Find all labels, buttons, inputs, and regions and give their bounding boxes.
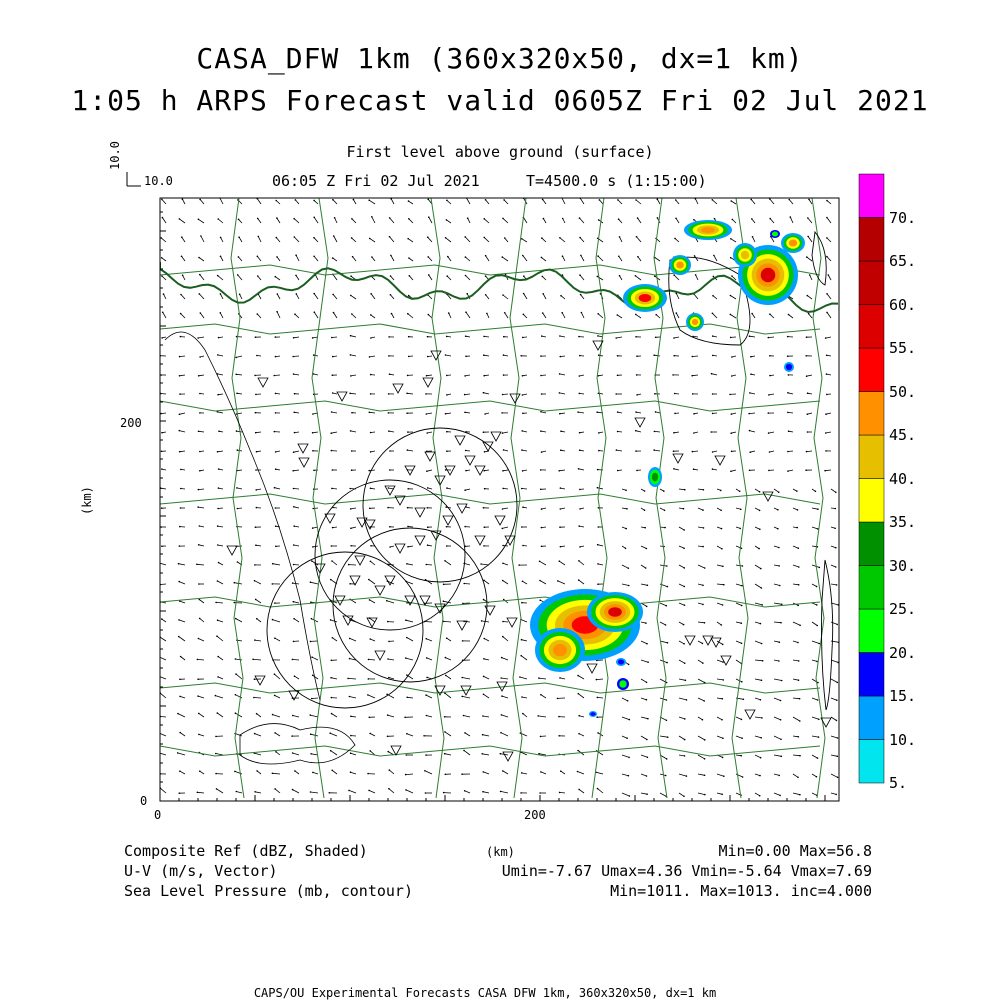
- county-line: [160, 265, 820, 275]
- station-marker: [395, 544, 405, 553]
- county-line: [160, 494, 820, 504]
- county-line: [231, 198, 244, 798]
- colorbar-label: 15.: [889, 687, 917, 705]
- wind-vectors: [158, 197, 840, 797]
- station-marker: [367, 618, 377, 627]
- station-marker: [445, 466, 455, 475]
- vector-scale-vertical: 10.0: [108, 141, 122, 170]
- station-marker: [443, 516, 453, 525]
- colorbar-swatch: [859, 479, 884, 523]
- station-marker: [715, 456, 725, 465]
- colorbar-swatch: [859, 261, 884, 305]
- storm-cell: [781, 233, 805, 253]
- station-marker: [763, 492, 773, 501]
- valid-time: 06:05 Z Fri 02 Jul 2021: [272, 172, 480, 190]
- station-marker: [483, 442, 493, 451]
- vector-scale-horizontal: 10.0: [144, 174, 173, 188]
- county-line: [160, 324, 820, 334]
- county-line: [431, 198, 444, 798]
- station-marker: [385, 486, 395, 495]
- colorbar-swatch: [859, 305, 884, 349]
- colorbar-swatch: [859, 653, 884, 697]
- station-marker: [745, 710, 755, 719]
- storm-cell: [535, 628, 585, 672]
- station-marker: [375, 651, 385, 660]
- radar-range-ring: [267, 552, 423, 708]
- storm-cell: [686, 313, 704, 331]
- station-marker: [457, 621, 467, 630]
- station-marker: [405, 466, 415, 475]
- colorbar-label: 50.: [889, 383, 917, 401]
- y-tick-0: 0: [140, 794, 148, 808]
- station-marker: [258, 378, 268, 387]
- y-tick-200: 200: [120, 416, 142, 430]
- colorbar-label: 30.: [889, 557, 917, 575]
- colorbar-label: 20.: [889, 644, 917, 662]
- station-marker: [227, 546, 237, 555]
- stats-reflectivity: Min=0.00 Max=56.8: [718, 842, 872, 860]
- county-line: [592, 198, 608, 798]
- colorbar-label: 10.: [889, 731, 917, 749]
- station-marker: [337, 392, 347, 401]
- county-boundaries: [160, 198, 838, 798]
- x-tick-0: 0: [154, 808, 162, 822]
- colorbar-label: 65.: [889, 252, 917, 270]
- colorbar-swatch: [859, 435, 884, 479]
- title-line-2: 1:05 h ARPS Forecast valid 0605Z Fri 02 Jul 2021: [71, 84, 929, 117]
- county-line: [510, 198, 526, 798]
- storm-cell: [616, 658, 626, 666]
- station-marker: [255, 676, 265, 685]
- x-tick-200: 200: [524, 808, 546, 822]
- vector-scale-key: [127, 172, 141, 186]
- storm-cell: [589, 711, 597, 717]
- colorbar-swatch: [859, 218, 884, 262]
- field-reflectivity: Composite Ref (dBZ, Shaded): [124, 842, 368, 860]
- storm-cell: [733, 243, 757, 267]
- station-marker: [355, 556, 365, 565]
- time-info: T=4500.0 s (1:15:00): [526, 172, 707, 190]
- station-marker: [510, 394, 520, 403]
- colorbar: [859, 174, 884, 783]
- station-marker: [673, 454, 683, 463]
- credit-line: CAPS/OU Experimental Forecasts CASA DFW 1km, 360x320x50, dx=1 km: [253, 986, 717, 1000]
- station-marker: [465, 456, 475, 465]
- radar-range-ring: [363, 428, 517, 582]
- station-marker: [298, 444, 308, 453]
- storm-cell: [770, 230, 780, 238]
- colorbar-swatch: [859, 174, 884, 218]
- storm-cell: [784, 362, 794, 372]
- field-wind: U-V (m/s, Vector): [124, 862, 278, 880]
- stats-wind: Umin=-7.67 Umax=4.36 Vmin=-5.64 Vmax=7.69: [501, 862, 872, 880]
- storm-cell: [669, 255, 691, 275]
- colorbar-label: 55.: [889, 339, 917, 357]
- colorbar-label: 70.: [889, 209, 917, 227]
- colorbar-swatch: [859, 696, 884, 740]
- station-marker: [431, 351, 441, 360]
- station-marker: [495, 516, 505, 525]
- lake-outline: [240, 724, 355, 764]
- colorbar-label: 25.: [889, 600, 917, 618]
- station-marker: [423, 378, 433, 387]
- pressure-contour: [822, 560, 833, 710]
- state-line: [160, 262, 838, 312]
- colorbar-swatch: [859, 522, 884, 566]
- station-marker: [491, 432, 501, 441]
- station-marker: [405, 596, 415, 605]
- county-line: [160, 401, 820, 411]
- colorbar-swatch: [859, 566, 884, 610]
- colorbar-swatch: [859, 392, 884, 436]
- station-marker: [435, 604, 445, 613]
- storm-cell: [648, 467, 662, 487]
- pressure-contour: [812, 232, 826, 285]
- colorbar-label: 40.: [889, 470, 917, 488]
- station-marker: [587, 664, 597, 673]
- stats-pressure: Min=1011. Max=1013. inc=4.000: [610, 882, 872, 900]
- colorbar-swatch: [859, 348, 884, 392]
- storm-cell: [623, 284, 667, 312]
- colorbar-swatch: [859, 740, 884, 784]
- plot-frame: [160, 198, 839, 801]
- station-marker: [391, 746, 401, 755]
- station-marker: [299, 458, 309, 467]
- station-marker: [455, 436, 465, 445]
- station-marker: [703, 636, 713, 645]
- station-marker: [415, 536, 425, 545]
- station-marker: [457, 504, 467, 513]
- axis-ticks: [160, 212, 825, 801]
- field-pressure: Sea Level Pressure (mb, contour): [124, 882, 413, 900]
- station-marker: [507, 618, 517, 627]
- title-line-1: CASA_DFW 1km (360x320x50, dx=1 km): [196, 42, 804, 75]
- county-line: [160, 683, 820, 693]
- terrain-line: [165, 332, 320, 700]
- y-axis-unit: (km): [80, 486, 94, 515]
- colorbar-label: 60.: [889, 296, 917, 314]
- station-marker: [425, 452, 435, 461]
- storm-cell: [684, 220, 732, 240]
- colorbar-label: 5.: [889, 774, 908, 792]
- colorbar-swatch: [859, 609, 884, 653]
- station-marker: [475, 536, 485, 545]
- station-marker: [685, 636, 695, 645]
- station-marker: [503, 752, 513, 761]
- x-axis-unit: (km): [486, 845, 515, 859]
- station-marker: [375, 586, 385, 595]
- station-marker: [635, 418, 645, 427]
- station-marker: [393, 384, 403, 393]
- colorbar-label: 35.: [889, 513, 917, 531]
- county-line: [312, 198, 328, 798]
- storm-cell: [587, 592, 643, 632]
- station-marker: [415, 508, 425, 517]
- colorbar-label: 45.: [889, 426, 917, 444]
- county-line: [812, 198, 825, 798]
- storm-cell: [617, 678, 629, 690]
- level-label: First level above ground (surface): [346, 143, 654, 161]
- station-marker: [721, 656, 731, 665]
